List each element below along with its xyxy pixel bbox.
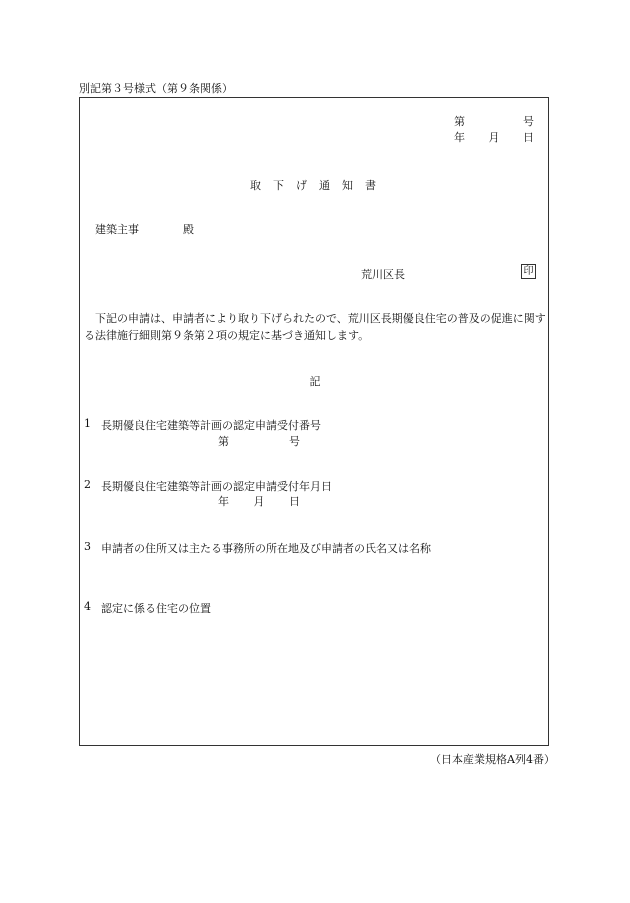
addressee-honorific: 殿 xyxy=(183,223,194,236)
item-2-label: 長期優良住宅建築等計画の認定申請受付年月日 xyxy=(101,480,332,493)
item-4-number: 4 xyxy=(84,600,91,613)
notice-number-line xyxy=(454,113,534,129)
form-label: 別記第３号様式（第９条関係） xyxy=(79,82,233,95)
item-2-number: 2 xyxy=(84,478,91,491)
item-1-label: 長期優良住宅建築等計画の認定申請受付番号 xyxy=(101,419,321,432)
item-1-sub-prefix: 第 xyxy=(218,435,229,448)
item-2-sub-year: 年 xyxy=(218,495,229,508)
item-2-sub-line xyxy=(218,493,300,509)
number-prefix: 第 xyxy=(454,115,465,128)
item-1-sub-line xyxy=(218,433,300,449)
item-1-number: 1 xyxy=(84,417,91,430)
notice-date-line xyxy=(454,129,534,145)
ki-heading: 記 xyxy=(309,375,321,388)
document-title: 取下げ通知書 xyxy=(250,179,388,192)
item-1-sub-suffix: 号 xyxy=(289,435,300,448)
date-year: 年 xyxy=(454,131,465,144)
date-day: 日 xyxy=(523,131,534,144)
item-4-label: 認定に係る住宅の位置 xyxy=(101,602,211,615)
addressee-role: 建築主事 xyxy=(95,223,139,236)
addressee xyxy=(95,221,194,237)
item-2-sub-month: 月 xyxy=(253,495,265,508)
sender-name: 荒川区長 xyxy=(361,268,405,281)
number-suffix: 号 xyxy=(523,115,534,128)
seal-stamp: 印 xyxy=(521,264,536,279)
item-3-number: 3 xyxy=(84,540,91,553)
item-2-sub-day: 日 xyxy=(289,495,300,508)
item-3-label: 申請者の住所又は主たる事務所の所在地及び申請者の氏名又は名称 xyxy=(101,542,431,555)
body-text: 下記の申請は、申請者により取り下げられたので、荒川区長期優良住宅の普及の促進に関する法律施行細則第９条第２項の規定に基づき通知します。 xyxy=(84,312,546,342)
paper-size-note: （日本産業規格A列4番） xyxy=(430,753,555,766)
date-month: 月 xyxy=(488,131,500,144)
